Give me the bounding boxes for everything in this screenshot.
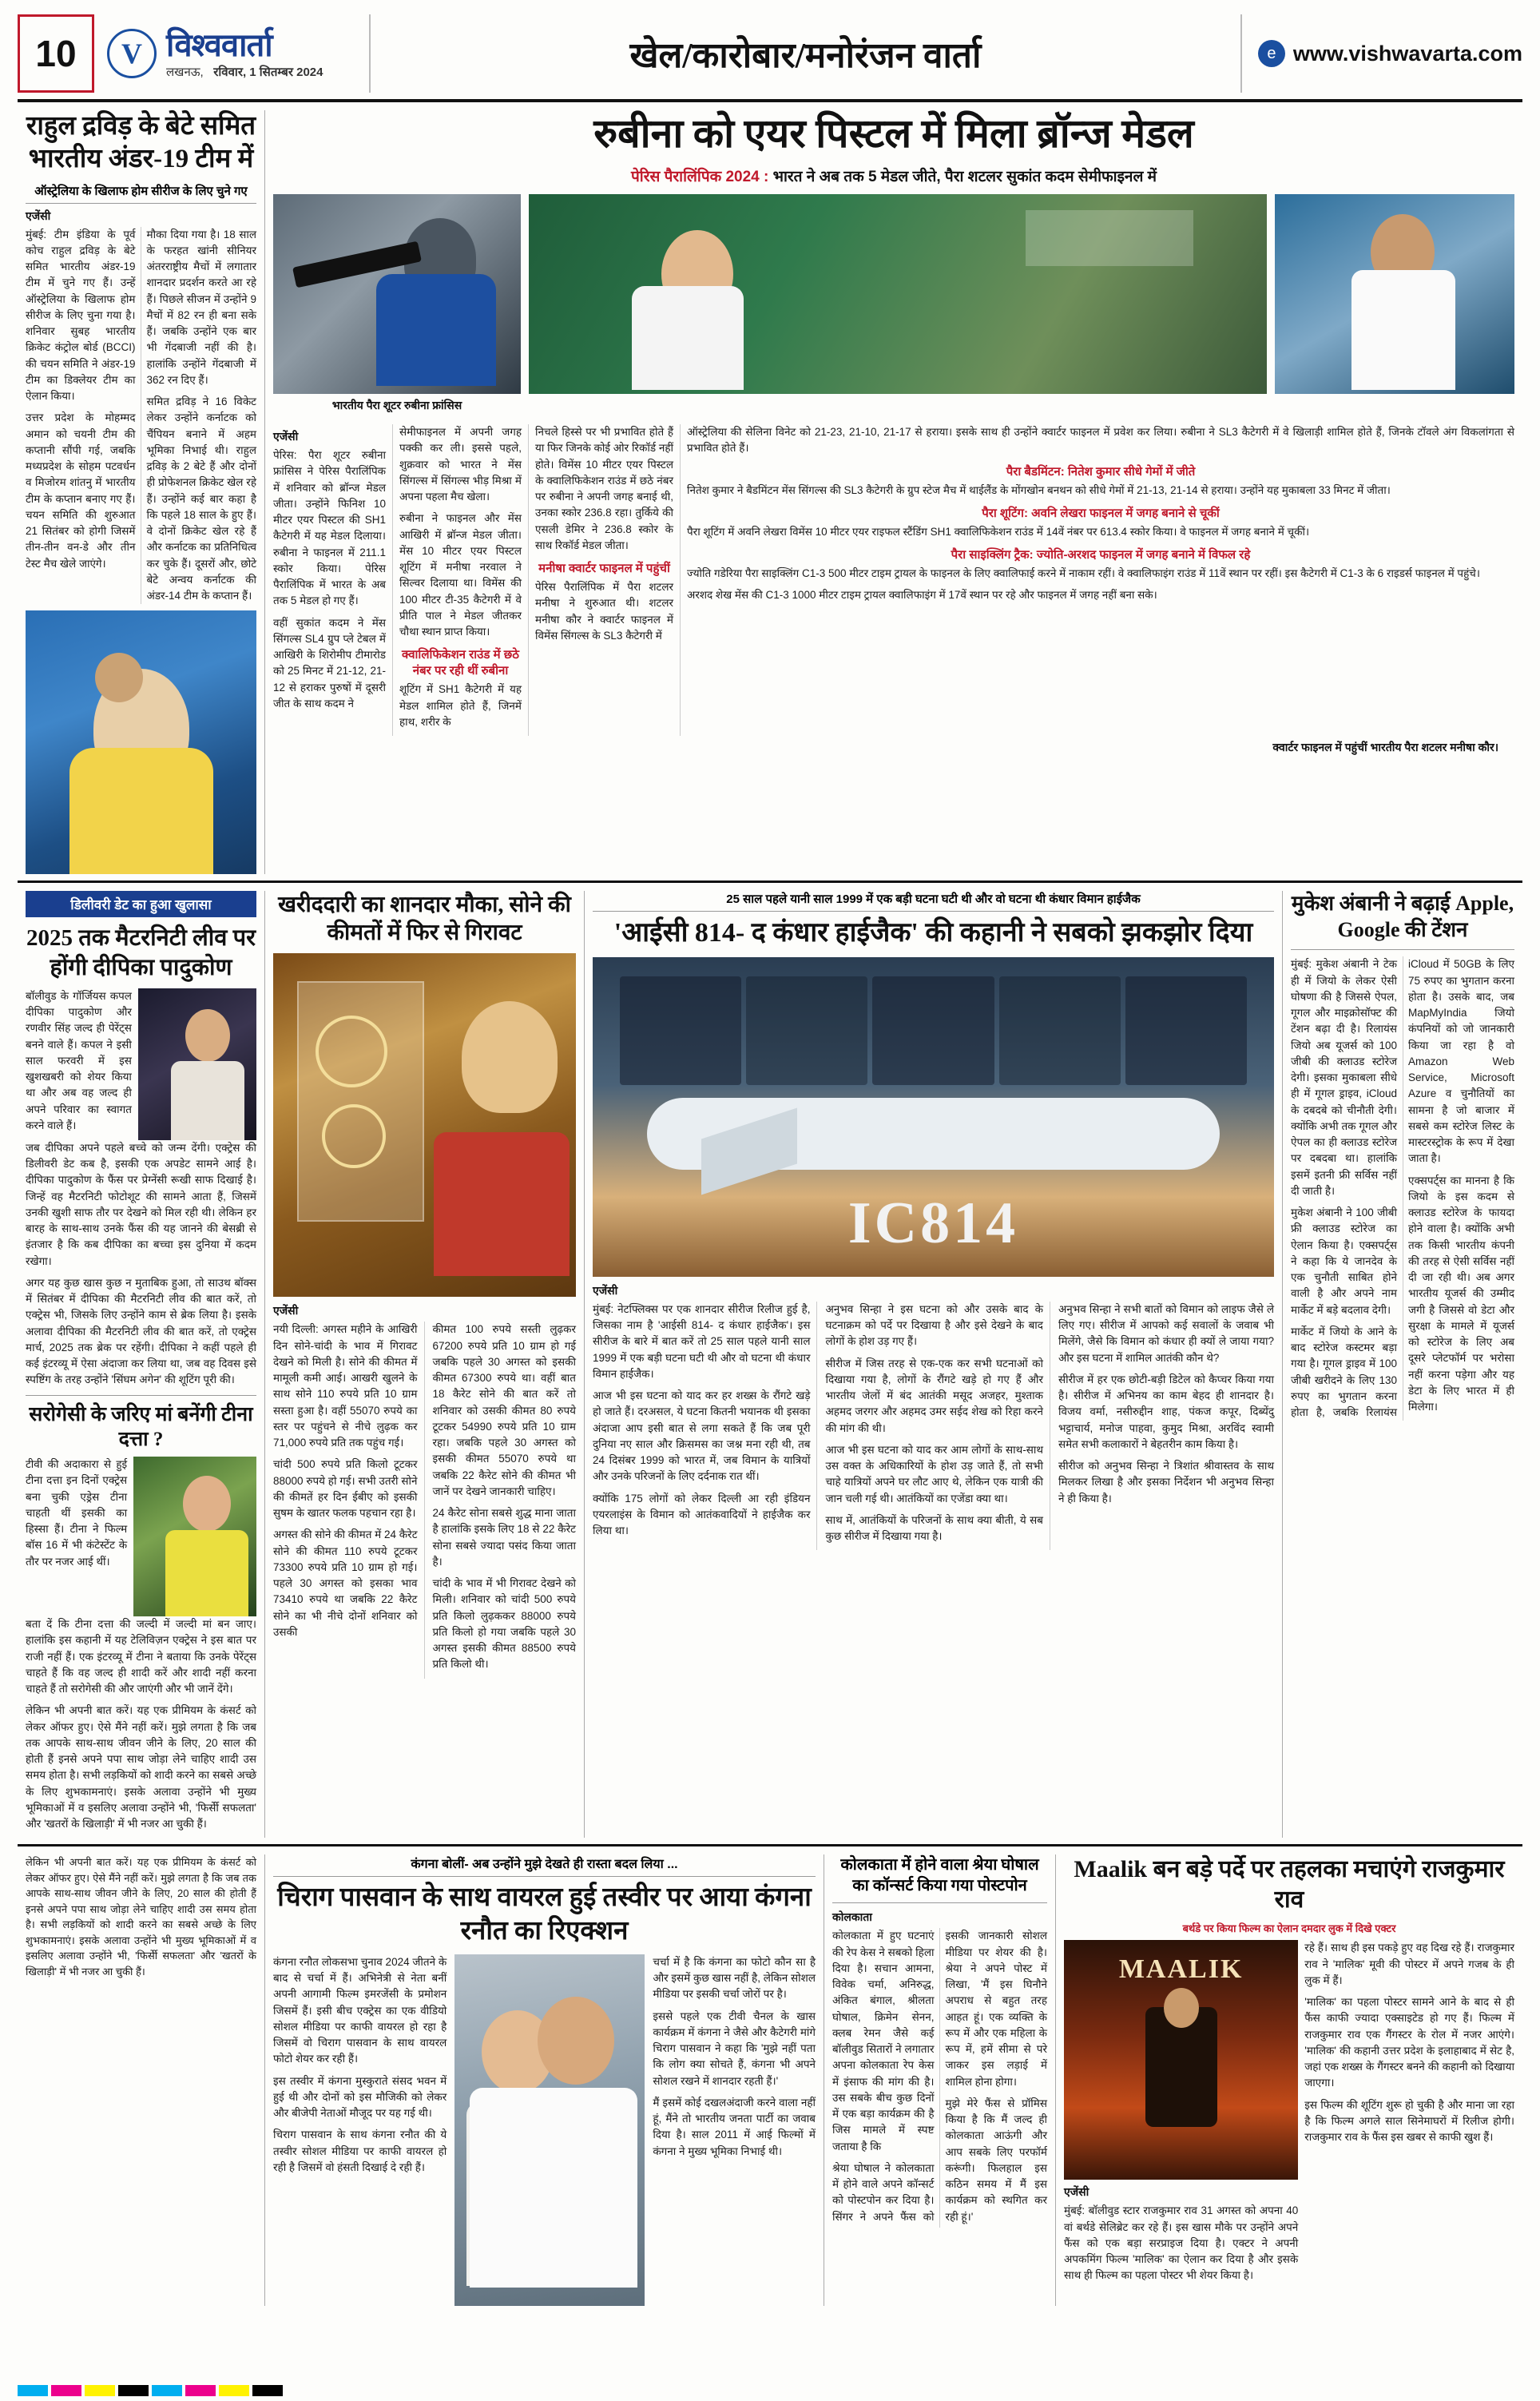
dravid-para-3: समित द्रविड़ ने 16 विकेट लेकर उन्होंने कर्नाटक को चैंपियन बनाने में अहम भूमिका निभाई थी। राहुल द्रविड़ के 2 बेटे हैं और दोनों ही प्रोफेशनल क्रिकेट खेल रहे हैं। उन्होंने कई बार कहा है कि पहले 18 साल के हुए हैं। वे दोनों क्रिकेट खेल रहे हैं और कर्नाटक का प्रतिनिधित्व कर चुके हैं। दूसरों और, छोटे बेटे अन्वय कर्नाटक की अंडर-14 टीम के कप्तान हैं। [146, 396, 256, 602]
page-number-box [18, 14, 94, 93]
ic814-c1-p1: आज भी इस घटना को याद कर हर शख्स के रौंगटे खड़े हो जाते हैं। दरअसल, ये घटना कितनी भयानक थी इसका अंदाजा आप इसी बात से लगा सकते हैं कि जब पूरी दुनिया नए साल और क्रिसमस का जश्न मना रही थी, तब 24 दिसंबर 1999 को भारत में, जब विमान के यात्रियों और उनके परिजनों के लिए दर्दनाक रात थीं। [593, 1389, 811, 1483]
ic814-byline: एजेंसी [593, 1283, 618, 1297]
deepika-padukone-photo [138, 988, 256, 1140]
article-jewellery [265, 891, 585, 1838]
ambani-p1: मुकेश अंबानी ने 100 जीबी फ्री क्लाउड स्टोरेज का ऐलान किया है। एक्सपर्ट्स ने कहा कि ये जानदेव के एक चुनौती साबित होने वाली है और अपने नाम मार्केट में बड़े बदलाव देगी। [1291, 1206, 1397, 1316]
ic814-c2-p0: अनुभव सिन्हा ने इस घटना को और उसके बाद के घटनाक्रम को पर्दे पर दिखाया है और इसे देखने के बाद लोगों के होश उड़ गए हैं। [825, 1302, 1043, 1348]
jewellery-c1-p0: नयी दिल्ली: अगस्त महीने के आखिरी दिन सोने-चांदी के भाव में गिरावट देखने को मिली है। सोने की कीमत में मामूली कमी आई। आखरी खुलने के साथ सोने 110 रुपये प्रति 10 ग्राम सस्ता हुआ है। वहीं 55070 रुपये का स्तर पर पहुंचने से नीचे लुढ़क कर 71,000 रुपये प्रति तक पहुंच गई। [273, 1323, 418, 1449]
jewellery-c2-p2: चांदी के भाव में भी गिरावट देखने को मिली। शनिवार को चांदी 500 रुपये प्रति किलो लुढ़ककर 88000 रुपये प्रति किलो हो गया जबकि पहले 30 अगस्त इसकी कीमत 88500 रुपये प्रति किलो थी। [432, 1577, 576, 1671]
dravid-headline: राहुल द्रविड़ के बेटे समित भारतीय अंडर-19 टीम में [26, 112, 256, 174]
shooter-rubina-photo [273, 194, 521, 394]
cmyk-swatch [118, 2385, 149, 2396]
cricketer-photo [26, 610, 256, 874]
brand-block [107, 14, 371, 93]
ic814-c2-p3: साथ में, आतंकियों के परिजनों के साथ क्या बीती, ये सब कुछ सीरीज में दिखाया गया है। [825, 1513, 1043, 1542]
kangana-chirag-photo [454, 1954, 645, 2306]
cmyk-swatch [18, 2385, 48, 2396]
rubina-c4-p6: ज्योति गडेरिया पैरा साइक्लिंग C1-3 500 मीटर टाइम ट्रायल के फाइनल के लिए क्वालिफाई करने में नाकाम रहीं। वे क्वालिफाइंग राउंड में 11वें स्थान पर रहीं। इस कैटेगरी में C1-3 के 6 राइडर्स फाइनल में पहुंचे। [687, 567, 1480, 579]
globe-icon: e [1258, 40, 1285, 67]
cmyk-swatch [219, 2385, 249, 2396]
brand-date: रविवार, 1 सितम्बर 2024 [213, 65, 323, 79]
rubina-kicker-rest: भारत ने अब तक 5 मेडल जीते, पैरा शटलर सुकांत कदम सेमीफाइनल में [768, 169, 1157, 185]
ambani-p3: एक्सपर्ट्स का मानना है कि जियो के इस कदम से क्लाउड स्टोरेज के फायदा होने वाला है। क्योंकि अभी तक किसी भारतीय कंपनी की तरह से ऐसी सर्विस नहीं दी जा रही थी। अब अगर भारतीय यूजर्स की उम्मीद जगी है जिससे वो डेटा और सुरक्षा के मामले में यूजर्स को स्टोरेज के लिए अब दूसरे प्लेटफॉर्म पर भरोसा नहीं करना पड़ेगा और यह डेटा के लिए भारत में ही मिलेगा। [1408, 1174, 1514, 1413]
rubina-c2-p1: रुबीना ने फाइनल और मेंस आखिरी में ब्रॉन्ज मेडल जीता। मेंस 10 मीटर एयर पिस्टल शूटिंग में मनीषा नरवाल ने सिल्वर दिलाया था। विमेंस की 100 मीटर टी-35 कैटेगरी में वे प्रीति पाल ने मेडल जीतकर चौथा स्थान प्राप्त किया। [399, 512, 522, 638]
kangana-headline: चिराग पासवान के साथ वायरल हुई तस्वीर पर आया कंगना रनौत का रिएक्शन [277, 1883, 812, 1946]
rubina-c2-p0: सेमीफाइनल में अपनी जगह पक्की कर ली। इससे पहले, शुक्रवार को भारत ने मेंस सिंगल्स में सिंगल्स भीड़ मिश्रा में अपना पहला मैच खेला। [399, 426, 522, 503]
rubina-c4-sh2: पैरा शूटिंग: अवनि लेखरा फाइनल में जगह बनाने से चूकीं [982, 506, 1220, 520]
maalik-c2-p2: इस फिल्म की शूटिंग शुरू हो चुकी है और माना जा रहा है कि फिल्म अगले साल सिनेमाघरों में रिलीज होगी। राजकुमार राव के फैंस इस खबर से काफी खुश हैं। [1304, 2098, 1514, 2143]
rubina-byline: एजेंसी [273, 430, 299, 443]
masthead [18, 14, 1522, 102]
rubina-c3-subhead: मनीषा क्वार्टर फाइनल में पहुंचीं [538, 562, 670, 575]
article-maalik [1056, 1854, 1522, 2306]
ambani-headline: मुकेश अंबानी ने बढ़ाई Apple, Google की टेंशन [1291, 892, 1514, 941]
ic814-poster-photo: IC814 [593, 957, 1274, 1277]
maalik-c1-p0: मुंबई: बॉलीवुड स्टार राजकुमार राव 31 अगस्त को अपना 40 वां बर्थडे सेलिब्रेट कर रहे हैं। इस खास मौके पर उन्होंने अपने फैंस को एक बड़ा सरप्राइज दिया है। एक्टर ने अपनी अपकमिंग फिल्म 'मालिक' का ऐलान कर दिया है और इसके साथ ही फिल्म का पहला पोस्टर भी शेयर किया है। [1064, 2204, 1299, 2282]
deepika-tail: लेकिन भी अपनी बात करें। यह एक प्रीमियम के कंसर्ट को लेकर ऑफर हुए। ऐसे मैंने नहीं करें। मुझे लगता है कि जब तक आपके साथ-साथ जीवन जीने के लिए, 20 साल की होती हैं इनसे अपने पपा साथ जोड़ा लेने चाहिए शादी उस समय होता है। सभी लड़कियों को शादी करने का सबसे अच्छे के लिए शुभकामनाएं। इसके अलावा उन्होंने भी मुख्य भूमिकाओं में व इसलिए अलावा उन्होंने भी, 'फिर्सेी सफलता' और 'खतरों के खिलाड़ी' में भी नजर आ चुकी हैं। [26, 1856, 256, 1978]
article-rubina [265, 110, 1522, 874]
maalik-c2-p0: रहे हैं। साथ ही इस पकड़े हुए वह दिख रहे हैं। राजकुमार राव ने 'मालिक' मूवी की पोस्टर में अपने गजब के ही लुक में हैं। [1304, 1942, 1514, 1986]
article-ambani [1283, 891, 1522, 1838]
deepika-para-2: अगर यह कुछ खास कुछ न मुताबिक हुआ, तो साउथ बॉक्स में सितंबर में दीपिका की मैटरनिटी लीव की बात करें, तो एक्ट्रेस भी, जिसके लिए उन्होंने काम से ब्रेक लिया है। इसके अलावा दीपिका की मैटरनिटी लीव की बात करें, तो एक्ट्रेस मार्च, 2025 तक ब्रेक पर रहेंगी। दीपिका ने कहीं पहले ही कई इंटरव्यू में ऐसा अंदाजा कर लिया था, जब वह दिवस इसे स्पष्टिंग के तरह उन्होंने 'सिंघम अगेन' की शूटिंग पूरी की। [26, 1276, 256, 1386]
ic814-c1-p0: मुंबई: नेटफ्लिक्स पर एक शानदार सीरीज रिलीज हुई है, जिसका नाम है 'आईसी 814- द कंधार हाईजैक'। इस सीरीज के बारे में बात करें तो 25 साल पहले यानी साल 1999 में एक बड़ी घटना घटी थी और वो घटना थी कंधार विमान हाईजैक। [593, 1302, 811, 1380]
maalik-poster-title: MAALIK [1118, 1954, 1244, 1985]
cmyk-swatch [152, 2385, 182, 2396]
kolkata-byline: कोलकाता [832, 1910, 872, 1924]
ic814-c2-p1: सीरीज में जिस तरह से एक-एक कर सभी घटनाओं को दिखाया गया है, लोगों के रौंगटे खड़े हो गए हैं और भारतीय जेलों में बंद आतंकी मसूद अजहर, मुश्ताक अहमद जरगर और अहमद उमर सईद शेख को रिहा करने की मांग की थी। [825, 1357, 1043, 1434]
dravid-byline: एजेंसी [26, 209, 51, 222]
dravid-subhead: ऑस्ट्रेलिया के खिलाफ होम सीरीज के लिए चुने गए [26, 183, 256, 204]
kolkata-p2: मुझे मेरे फैंस से प्रॉमिस किया है कि मैं जल्द ही कोलकाता आऊंगी और आप सबके लिए परफॉर्म करूंगी। फिलहाल इस कठिन समय में मैं इस कार्यक्रम को स्थगित कर रही हूं।' [945, 2097, 1047, 2223]
deepika-para-0: बॉलीवुड के गॉर्जियस कपल दीपिका पादुकोण और रणवीर सिंह जल्द ही पेरेंट्स बनने वाले हैं। कपल ने इसी साल फरवरी में इस खुशखबरी को शेयर किया था और अब वह जल्द ही अपने परिवार का स्वागत करने वाले हैं। [26, 989, 132, 1131]
rubina-headline: रुबीना को एयर पिस्टल में मिला ब्रॉन्ज मेडल [593, 111, 1194, 156]
maalik-byline: एजेंसी [1064, 2185, 1090, 2199]
ic814-c3-p0: अनुभव सिन्हा ने सभी बातों को विमान को लाइफ जैसे ले लिए गए। सीरीज में आपको कई सवालों के जवाब भी मिलेंगे, जैसे कि विमान को कंधार ही क्यों ले जाया गया? और इस घटना में शामिल आतंकी कौन थे? [1058, 1302, 1274, 1364]
dravid-para-1: उत्तर प्रदेश के मोहम्मद अमान को चयनी टीम की कप्तानी सौंपी गई, जबकि मध्यप्रदेश के सोहम पटवर्धन व मिजोरम शांतनु में भारतीय टीम के कप्तान बनाए गए हैं। चयन समिति की शुरुआत 21 सितंबर को होगी जिसमें तीन-तीन वन-डे और तीन टेस्ट मैच खेले जाएंगे। [26, 411, 136, 570]
cmyk-swatch [185, 2385, 216, 2396]
rubina-c3-p2: पेरिस पैरालिंपिक में पैरा शटलर मनीषा ने शुरुआत थी। शटलर मनीषा कौर ने क्वार्टर फाइनल में विमेंस सिंगल्स के SL3 कैटेगरी में [535, 581, 673, 642]
rubina-c4-p2: नितेश कुमार ने बैडमिंटन मेंस सिंगल्स की SL3 कैटेगरी के ग्रुप स्टेज मैच में थाईलैंड के मोंगखोन बनथन को सीधे गेमों में 21-13, 21-14 से हराया। उन्होंने यह मुकाबला 33 मिनट में जीता। [687, 483, 1391, 496]
para-shuttler-caption: क्वार्टर फाइनल में पहुंचीं भारतीय पैरा शटलर मनीषा कौर। [1272, 741, 1498, 753]
deepika-para-1: जब दीपिका अपने पहले बच्चे को जन्म देंगी। एक्ट्रेस की डिलीवरी डेट कब है, इसकी एक अपडेट सामने आई है। दीपिका पादुकोण के फैंस पर प्रेग्नेंसी रूखी साफ दिखाई है। जिन्हें वह मैटरनिटी फोटोशूट की सामने आता हैं, जिसमें उनकी खुशी साफ तौर पर देखने को मिल रही थी। लेकिन हर बारह के साथ-साथ उनके फैंस की यह जानने की बेसब्री से इंतजार है कि कब दीपिका का बच्चा इस दुनिया में कदम रखेगा। [26, 1141, 256, 1267]
cmyk-swatch [252, 2385, 283, 2396]
rubina-c1-p1: वहीं सुकांत कदम ने मेंस सिंगल्स SL4 ग्रुप प्ले टेबल में आखिरी के शिरोमीप टीमारोड को 25 मिनट में 21-12, 21-12 से हराकर पुरुषों में दूसरी जीत के साथ कदम ने [273, 616, 386, 710]
vishwavarta-logo-icon: V [107, 29, 157, 78]
website-url[interactable]: www.vishwavarta.com [1292, 41, 1522, 66]
brand-name: विश्ववार्ता [166, 26, 272, 63]
rubina-c3-p0: निचले हिस्से पर भी प्रभावित होते हैं या फिर जिनके कोई ओर रिकॉर्ड नहीं होते। विमेंस 10 मीटर एयर पिस्टल के क्वालिफिकेशन राउंड में छठे नंबर पर रुबीना ने अपनी जगह बनाई थी, उनका स्कोर 236.8 रहा। तुर्किये की एसली डेमिर ने 236.8 स्कोर के साथ रिकॉर्ड मेडल जीता। [535, 426, 673, 551]
kangana-c2-p0: चर्चा में है कि कंगना का फोटो कौन सा है और इसमें कुछ खास नहीं है, लेकिन सोशल मीडिया पर इसकी चर्चा जोरों पर है। [653, 1955, 816, 2001]
jewellery-c2-p0: कीमत 100 रुपये सस्ती लुढ़कर 67200 रुपये प्रति 10 ग्राम हो गई जबकि पहले 30 अगस्त को इसकी कीमत 67300 रुपये था। वहीं बात 18 कैरेट सोने की बात करें तो शनिवार को उसकी कीमत 80 रुपये टूटकर 54990 रुपये प्रति 10 ग्राम रहा। जबकि पहले 30 अगस्त को इसकी कीमत 55070 रुपये था जबकि 22 कैरेट सोने की कीमत भी जानें पर देखने जानकारी चाहिए। [432, 1323, 576, 1497]
tina-para-1: बता दें कि टीना दत्ता की जल्दी में जल्दी मां बन जाए। हालांकि इस कहानी में यह टेलिविज़न एक्ट्रेस ने इस बात पर राजी नहीं हैं। एक इंटरव्यू में टीना ने बताया कि उनके पेरेंट्स चाहते हैं कि वह जल्द ही शादी करें और शादी नहीं करना चाहते हैं तो सरोगेसी की और जाएंगी और भी जानें देंगे। [26, 1618, 256, 1695]
rubina-c2-subhead: क्वालिफिकेशन राउंड में छठे नंबर पर रही थीं रुबीना [402, 648, 519, 678]
jewellery-model-photo [273, 953, 576, 1297]
kolkata-p0: कोलकाता में हुए घटनाएं की रेप केस ने सबको हिला दिया है। सचान आमना, विवेक चर्मा, अनिरुद्ध, अंकित बंगाल, श्रीलता घोषाल, क्रिमेन सेनन, क्लब रेमन जैसे कई बॉलीवुड सितारों ने लगातार अपना कोलकाता रेप केस में इंसाफ की मांग की है। उस सबके बीच कुछ दिनों में एक बड़ा कार्यक्रम की है जिस मामले में स्पष्ट जताया है कि [832, 1930, 935, 2153]
deepika-kicker: डिलीवरी डेट का हुआ खुलासा [26, 891, 256, 917]
maalik-headline: Maalik बन बड़े पर्दे पर तहलका मचाएंगे राजकुमार राव [1074, 1856, 1505, 1913]
cmyk-swatch [85, 2385, 115, 2396]
shooter-photo-caption: भारतीय पैरा शूटर रुबीना फ्रांसिस [331, 399, 462, 411]
ic814-headline: 'आईसी 814- द कंधार हाईजैक' की कहानी ने सबको झकझोर दिया [613, 918, 1253, 948]
rubina-c4-sh1: पैरा बैडमिंटन: नितेश कुमार सीधे गेमों में जीते [1006, 464, 1196, 479]
jewellery-c2-p1: 24 कैरेट सोना सबसे शुद्ध माना जाता है हालांकि इसके लिए 18 से 22 कैरेट सोना सबसे ज्यादा पसंद किया जाता है। [432, 1507, 576, 1568]
badminton-action-photo [529, 194, 1267, 394]
maalik-c2-p1: 'मालिक' का पहला पोस्टर सामने आने के बाद से ही फैंस काफी ज्यादा एक्साइटेड हो गए हैं। फिल्म में राजकुमार राव एक गैंगस्टर के रोल में नजर आएंगे। 'मालिक' की कहानी उत्तर प्रदेश के इलाहाबाद में सेट है, जहां एक शख्स के गैंगस्टर बनने की कहानी को दिखाया जाएगा। [1304, 1996, 1514, 2089]
section-title: खेल/कारोबार/मनोरंजन वार्ता [629, 36, 982, 75]
dravid-para-0: मुंबई: टीम इंडिया के पूर्व कोच राहुल द्रविड़ के बेटे समित भारतीय अंडर-19 टीम में चुने गए हैं। उन्हें ऑस्ट्रेलिया के खिलाफ होम सीरीज के लिए चुना गया है। शनिवार सुबह भारतीय क्रिकेट कंट्रोल बोर्ड (BCCI) की चयन समिति ने अंडर-19 टीम का डिक्लेयर टीम का ऐलान किया। [26, 228, 136, 402]
article-kangana [265, 1854, 824, 2306]
page-number: 10 [35, 33, 77, 74]
cmyk-swatch [51, 2385, 81, 2396]
kangana-c2-p2: मैं इसमें कोई दखलअंदाजी करने वाला नहीं हूं, मैंने तो भारतीय जनता पार्टी का जवाब दिया है। साल 2011 में आई फिल्मों में कंगना ने मुख्य भूमिका निभाई थी। [653, 2096, 816, 2157]
jewellery-headline: खरीददारी का शानदार मौका, सोने की कीमतों में फिर से गिरावट [278, 892, 571, 946]
ic814-c1-p2: क्योंकि 175 लोगों को लेकर दिल्ली आ रही इंडियन एयरलाइंस के विमान को आतंकवादियों ने हाईजैक कर लिया था। [593, 1492, 811, 1536]
kangana-kicker: कंगना बोलीं- अब उन्होंने मुझे देखते ही रास्ता बदल लिया ... [273, 1854, 816, 1877]
deepika-headline: 2025 तक मैटरनिटी लीव पर होंगी दीपिका पादुकोण [26, 925, 256, 980]
article-dravid [18, 110, 265, 874]
article-deepika [18, 891, 265, 1838]
rubina-c4-p4: पैरा शूटिंग में अवनि लेखरा विमेंस 10 मीटर एयर राइफल स्टैंडिंग SH1 क्वालिफिकेशन राउंड में 14वें नंबर पर 613.4 स्कोर किया। वे फाइनल में जगह बनाने में चूकीं। [687, 525, 1310, 538]
rubina-kicker-red: पेरिस पैरालिंपिक 2024 : [631, 169, 769, 185]
jewellery-c1-p1: चांदी 500 रुपये प्रति किलो टूटकर 88000 रुपये हो गई। सभी उतरी सोने की कीमतें हर दिन ईबीए को इसकी सुषम के खातर फलक पहचान रहा है। [273, 1458, 418, 1519]
maalik-kicker: बर्थडे पर किया फिल्म का ऐलान दमदार लुक में दिखे एक्टर [1182, 1922, 1396, 1935]
para-shuttler-photo [1275, 194, 1514, 394]
dravid-para-2: मौका दिया गया है। 18 साल के फरहत खांनी सीनियर अंतरराष्ट्रीय मैचों में लगातार शानदार प्रदर्शन करते आ रहे हैं। पिछले सीजन में उन्होंने 9 मैचों में 82 रन ही बना सके हैं। जबकि उन्होंने एक बार भी गेंदबाजी नहीं की है। हालांकि उन्होंने गेंदबाजी में 362 रन दिए हैं। [146, 228, 256, 386]
rubina-c4-p7: अरशद शेख मेंस की C1-3 1000 मीटर टाइम ट्रायल क्वालिफाइंग में 17वें स्थान पर रहे और फाइनल में जगह नहीं बना सके। [687, 589, 1157, 602]
rubina-c4-p0: ऑस्ट्रेलिया की सेलिना विनेट को 21-23, 21-10, 21-17 से हराया। इसके साथ ही उन्होंने क्वार्टर फाइनल में प्रवेश कर लिया। रुबीना ने SL3 कैटेगरी में वे खिलाड़ी शामिल होते हैं, जिनके टॉवले अंग विकलांगता से प्रभावित होते हैं। [687, 426, 1514, 455]
jewellery-c1-p2: अगस्त की सोने की कीमत में 24 कैरेट सोने की कीमत 110 रुपये टूटकर 73300 रुपये प्रति 10 ग्राम हो गई। पहले 30 अगस्त को इसका भाव 73410 रुपये था जबकि 22 कैरेट सोने का भी नीचे दोनों शनिवार को उसकी [273, 1528, 418, 1638]
rubina-kicker [273, 165, 1514, 186]
tina-dutta-photo [133, 1457, 256, 1616]
website-block[interactable] [1240, 14, 1522, 93]
tina-para-2: लेकिन भी अपनी बात करें। यह एक प्रीमियम के कंसर्ट को लेकर ऑफर हुए। ऐसे मैंने नहीं करें। मुझे लगता है कि जब तक आपके साथ-साथ जीवन जीने के लिए, 20 साल की होती हैं इनसे अपने पपा साथ जोड़ा लेने चाहिए शादी उस समय होता है। सभी लड़कियों को शादी करने का सबसे अच्छे के लिए शुभकामनाएं। इसके अलावा उन्होंने भी मुख्य भूमिकाओं में व इसलिए अलावा उन्होंने भी, 'फिर्सेी सफलता' और 'खतरों के खिलाड़ी' में भी नजर आ चुकी हैं। [26, 1704, 256, 1830]
kangana-c1-p1: इस तस्वीर में कंगना मुस्कुराते संसद भवन में हुई थी और दोनों को इस मौजिकी को लेकर और बीजेपी नेताओं मौजूद पर यह गई थी। [273, 2074, 447, 2119]
ic814-c3-p2: सीरीज को अनुभव सिन्हा ने त्रिशांत श्रीवास्तव के साथ मिलकर लिखा है और इसका निर्देशन भी अनुभव सिन्हा ने ही किया है। [1058, 1460, 1274, 1505]
brand-city: लखनऊ, [166, 65, 204, 79]
tina-para-0: टीवी की अदाकारा से हुई टीना दत्ता इन दिनों एक्ट्रेस बना चुकी एड्रेस टीना चाहती थीं इसकी का हिस्सा हैं। टीना ने फिल्म बॉस 16 में भी कंटेस्टेंट के तौर पर नजर आई थीं। [26, 1458, 128, 1568]
deepika-continued [18, 1854, 265, 2306]
rubina-c2-p3: शूटिंग में SH1 कैटेगरी में यह मेडल शामिल होते हैं, जिनमें हाथ, शरीर के [399, 683, 522, 728]
kangana-c1-p2: चिराग पासवान के साथ कंगना रनौत की ये तस्वीर सोशल मीडिया पर काफी वायरल हो रही है जिसमें वो हंसती दिखाई दे रही हैं। [273, 2129, 447, 2173]
rubina-c1-p0: पेरिस: पैरा शूटर रुबीना फ्रांसिस ने पेरिस पैरालिंपिक में शनिवार को ब्रॉन्ज मेडल जीता। उन्होंने फिनिश 10 मीटर एयर पिस्टल की SH1 कैटेगरी में यह मेडल दिलाया। रुबीना ने फाइनल में 211.1 स्कोर किया। पेरिस पैरालिंपिक में भारत के अब तक 5 मेडल हो गए हैं। [273, 449, 386, 607]
cmyk-registration-bars [18, 2385, 283, 2396]
maalik-poster-photo [1064, 1940, 1298, 2180]
ic814-c3-p1: सीरीज में हर एक छोटी-बड़ी डिटेल को कैप्चर किया गया है। सीरीज में अभिनय का काम बेहद ही शानदार है। विजय वर्मा, नसीरुद्दीन शाह, पंकज कपूर, दिब्येंदु भट्टाचार्य, मनोज पाहवा, कुमुद मिश्रा, अरविंद स्वामी समेत सभी कलाकारों ने बेहतरीन काम किया है। [1058, 1373, 1274, 1450]
kolkata-kicker: कोलकाता में होने वाला श्रेया घोषाल का कॉन्सर्ट किया गया पोस्टपोन [840, 1856, 1039, 1895]
article-kolkata [824, 1854, 1056, 2306]
ambani-p0: मुंबई: मुकेश अंबानी ने टेक ही में जियो के लेकर ऐसी घोषणा की है जिससे ऐपल, गूगल और माइक्रोसॉफ्ट की टेंशन बढ़ा दी है। रिलायंस जियो अब यूजर्स को 100 जीबी की क्लाउड स्टोरेज देगी। इसका मुकाबला सीधे ही में गूगल ड्राइव, iCloud के दबदबे को चीनौती देगी। क्योंकि अभी तक गूगल और ऐपल का ही क्लाउड स्टोरेज पर दबदबा था। हालांकि इसमें इतनी फ्री सर्विस नहीं दी जाती है। [1291, 958, 1397, 1197]
rubina-c4-sh3: पैरा साइक्लिंग ट्रैक: ज्योति-अरशद फाइनल में जगह बनाने में विफल रहे [951, 548, 1251, 562]
ic814-c2-p2: आज भी इस घटना को याद कर आम लोगों के साथ-साथ उस वक्त के अधिकारियों के होश उड़ जाते हैं, तो सभी चाहे यात्रियों अपने घर लौट आए थे, लेकिन एक यात्री की जान चली गई थी। आतंकियों का एजेंडा क्या था। [825, 1443, 1043, 1505]
kangana-c1-p0: कंगना रनौत लोकसभा चुनाव 2024 जीतने के बाद से चर्चा में हैं। अभिनेत्री से नेता बनीं अपनी आगामी फिल्म इमरजेंसी के प्रमोशन जिसमें हैं। इसी बीच एक्ट्रेस का एक वीडियो सोशल मीडिया पर काफी वायरल हो रहा है जिसमें वो चिराग पासवान के साथ वायरल फोटो शेयर कर रही हैं। [273, 1955, 447, 2065]
ambani-p2: मार्केट में जियो के आने के बाद स्टोरेज कस्टमर बड़ा गया है। गूगल ड्राइव में 100 जीबी खरीदने के लिए 130 रुपए का भुगतान करना होता है, जबकि रिलायंस iCloud में 50GB के लिए 75 रुपए का भुगतान करना होता है। उसके बाद, जब MapMyIndia जियो कंपनियों को जो जानकारी किया जा रहा है वो Amazon Web Service, Microsoft Azure व चुनौतियों का सामना है जो बाजार में सबसे कम स्टोरेज लिस्ट के मास्टरस्ट्रोक के रूप में देखा जाता है। [1291, 958, 1514, 1418]
tina-headline: सरोगेसी के जरिए मां बनेंगी टीना दत्ता ? [29, 1403, 253, 1450]
kangana-c2-p1: इससे पहले एक टीवी चैनल के खास कार्यक्रम में कंगना ने जैसे और कैटेगरी मांगे चिराग पासवान ने कहा कि 'मुझे नहीं पता कि लोग क्या सोचते हैं, कंगना भी अपने सोशल रखने में शानदार रहती हैं।' [653, 2009, 816, 2087]
kolkata-p1: श्रेया घोषाल ने कोलकाता में होने वाले अपने कॉन्सर्ट को पोस्टपोन कर दिया है। सिंगर ने अपने फैंस को इसकी जानकारी सोशल मीडिया पर शेयर की है। श्रेया ने अपने पोस्ट में लिखा, 'मैं इस घिनौने अपराध से बहुत तरह आहत हूं। एक व्यक्ति के रूप में और एक महिला के रूप में, हमें सीमा से परे जाकर इस लड़ाई में शामिल होना होगा। [832, 1930, 1047, 2223]
article-ic814 [585, 891, 1283, 1838]
ic814-kicker: 25 साल पहले यानी साल 1999 में एक बड़ी घटना घटी थी और वो घटना थी कंधार विमान हाईजैक [593, 891, 1274, 912]
jewellery-byline: एजेंसी [273, 1304, 299, 1318]
